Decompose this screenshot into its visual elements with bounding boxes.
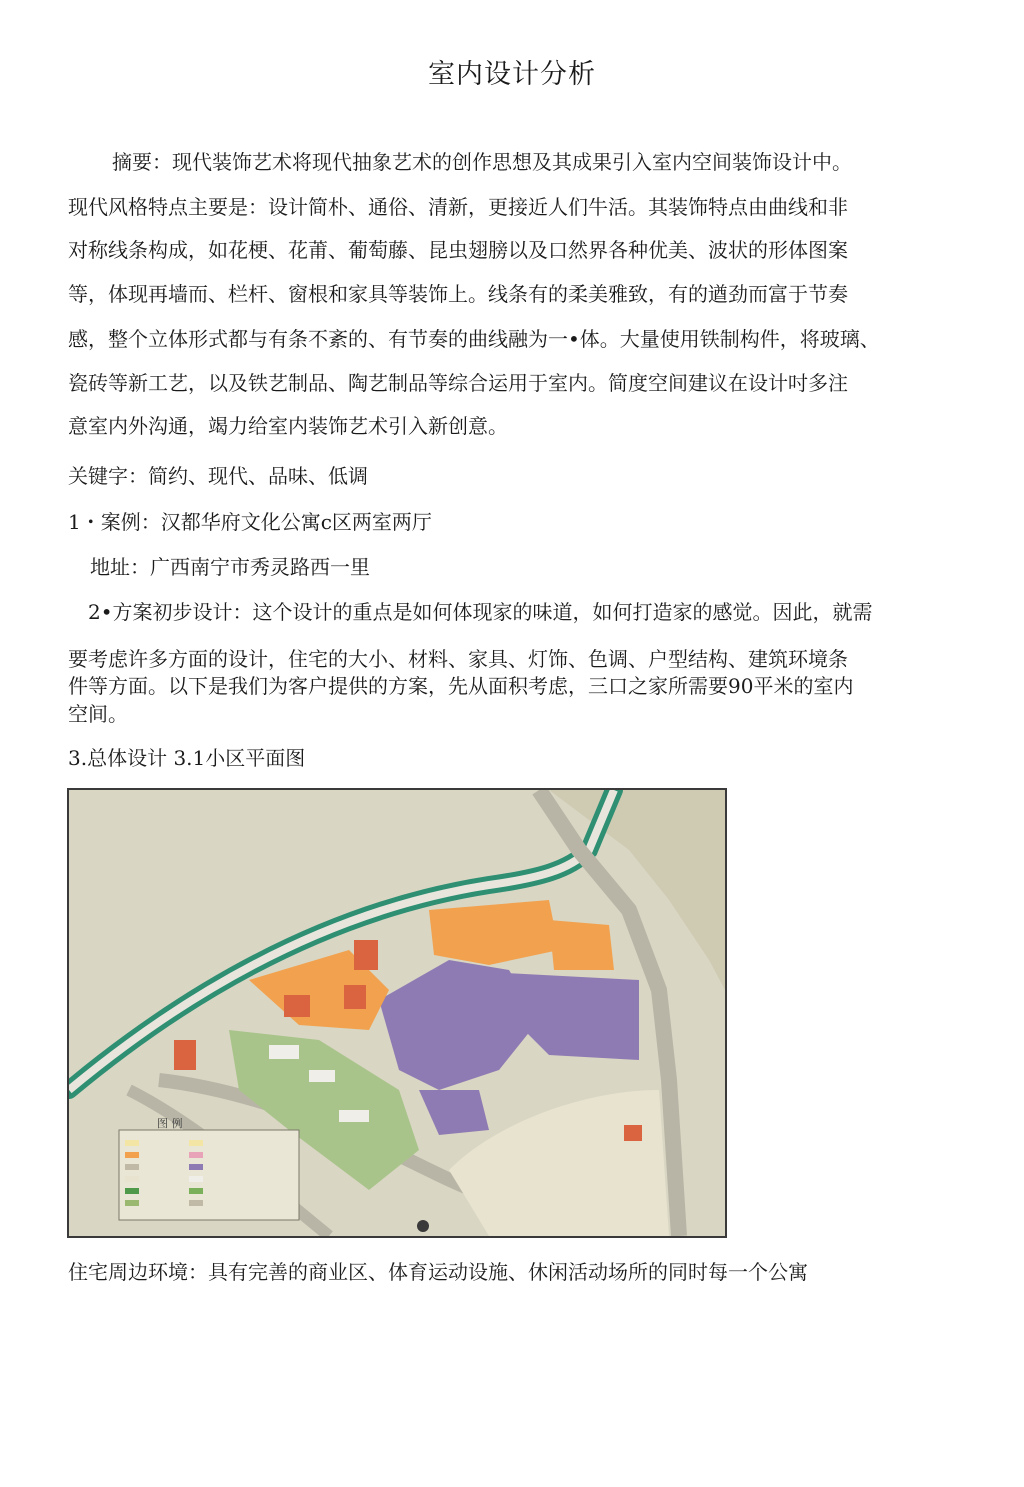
keywords: 关键字：简约、现代、品味、低调 [68,464,368,488]
abstract-line-5: 感，整个立体形式都与有条不紊的、有节奏的曲线融为一•体。大量使用铁制构件，将玻璃、 [68,327,880,351]
page-title: 室内设计分析 [428,59,596,90]
prelim-line-4: 空间。 [68,702,128,726]
prelim-line-3: 件等方面。以下是我们为客户提供的方案，先从面积考虑，三口之家所需要90平米的室内 [68,674,854,698]
abstract-line-1: 摘要：现代装饰艺术将现代抽象艺术的创作思想及其成果引入室内空间装饰设计中。 [112,150,852,174]
abstract-line-3: 对称线条构成，如花梗、花莆、葡萄藤、昆虫翅膀以及口然界各种优美、波状的形体图案 [68,238,848,262]
prelim-line-2: 要考虑许多方面的设计，住宅的大小、材料、家具、灯饰、色调、户型结构、建筑环境条 [68,647,848,671]
abstract-line-6: 瓷砖等新工艺，以及铁艺制品、陶艺制品等综合运用于室内。简度空间建议在设计吋多注 [68,371,848,395]
footer-text: 住宅周边环境：具有完善的商业区、体育运动设施、休闲活动场所的同时每一个公寓 [68,1260,808,1284]
address: 地址：广西南宁市秀灵路西一里 [90,555,370,579]
section-3-heading: 3.总体设计 3.1小区平面图 [68,746,306,770]
abstract-line-7: 意室内外沟通，竭力给室内装饰艺术引入新创意。 [68,414,508,438]
legend-title: 图 例 [157,1117,183,1130]
abstract-line-4: 等，体现再墙而、栏杆、窗根和家具等装饰上。线条有的柔美雅致，有的遒劲而富于节奏 [68,282,848,306]
prelim-line-1: 2•方案初步设计：这个设计的重点是如何体现家的味道，如何打造家的感觉。因此，就需 [88,600,873,624]
case-heading: 1・案例：汉都华府文化公寓c区两室两厅 [68,510,432,534]
abstract-line-2: 现代风格特点主要是：设计简朴、通俗、清新，更接近人们牛活。其装饰特点由曲线和非 [68,195,848,219]
site-plan-image [67,788,727,1238]
